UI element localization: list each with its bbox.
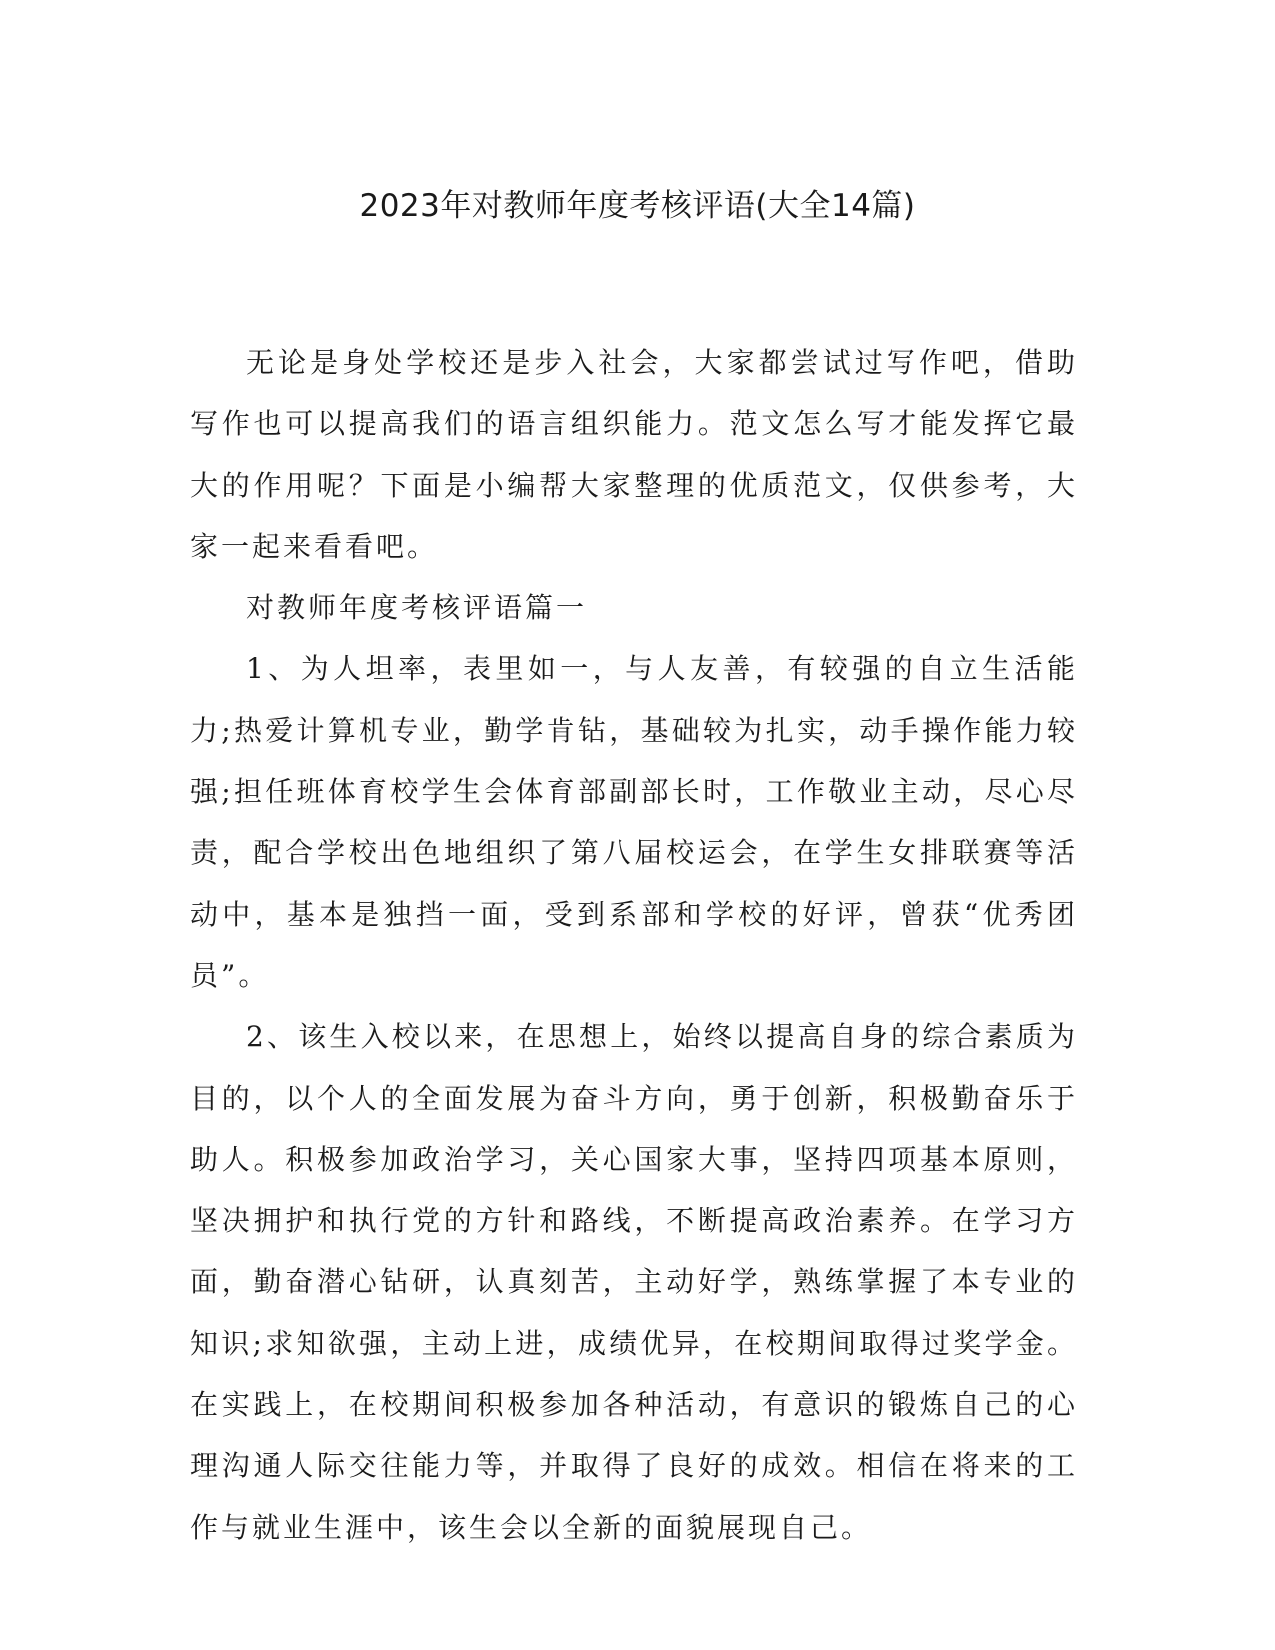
intro-paragraph: 无论是身处学校还是步入社会，大家都尝试过写作吧，借助写作也可以提高我们的语言组织能力。范文怎么写才能发挥它最大的作用呢？下面是小编帮大家整理的优质范文，仅供参考，大家一起来看看吧。 [190,346,1078,563]
evaluation-paragraph-2: 2、该生入校以来，在思想上，始终以提高自身的综合素质为目的，以个人的全面发展为奋斗方向，勇于创新，积极勤奋乐于助人。积极参加政治学习，关心国家大事，坚持四项基本原则，坚决拥护和执行党的方针和路线，不断提高政治素养。在学习方面，勤奋潜心钻研，认真刻苦，主动好学，熟练掌握了本专业的知识;求知欲强，主动上进，成绩优异，在校期间取得过奖学金。在实践上，在校期间积极参加各种活动，有意识的锻炼自己的心理沟通人际交往能力等，并取得了良好的成效。相信在将来的工作与就业生涯中，该生会以全新的面貌展现自己。 [190,1020,1078,1544]
document-body [190,332,1078,1558]
section-heading: 对教师年度考核评语篇一 [246,591,588,625]
evaluation-paragraph-1: 1、为人坦率，表里如一，与人友善，有较强的自立生活能力;热爱计算机专业，勤学肯钻，基础较为扎实，动手操作能力较强;担任班体育校学生会体育部副部长时，工作敬业主动，尽心尽责，配合学校出色地组织了第八届校运会，在学生女排联赛等活动中，基本是独挡一面，受到系部和学校的好评，曾获“优秀团员”。 [190,652,1078,992]
document-title: 2023年对教师年度考核评语(大全14篇) [359,188,916,224]
